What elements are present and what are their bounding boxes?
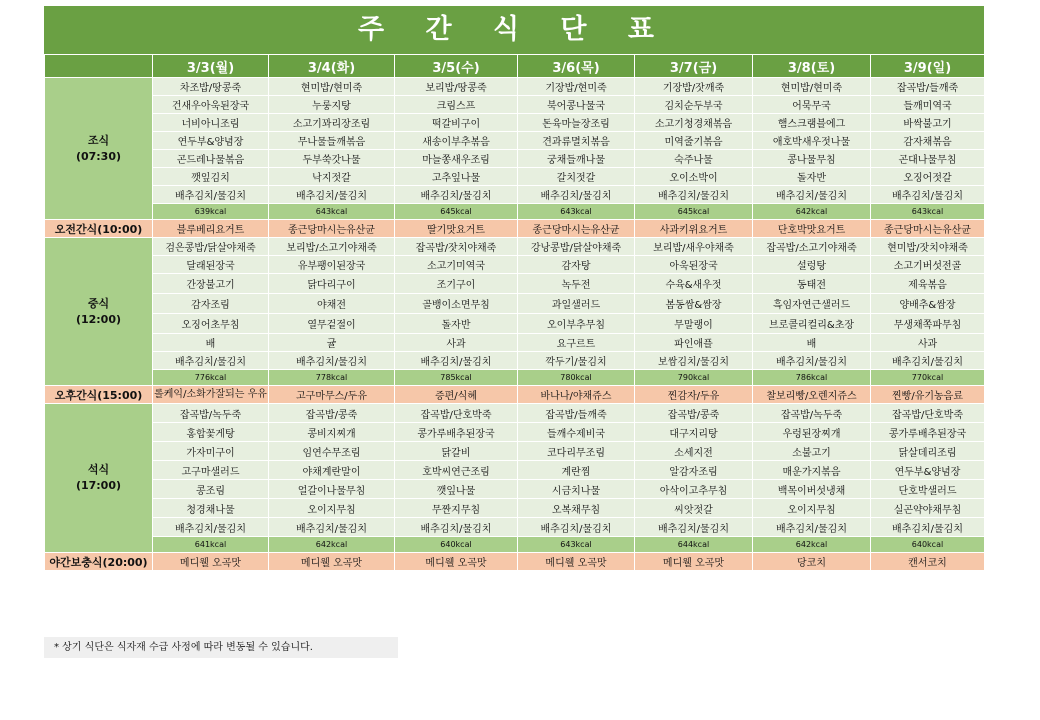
day-header: 3/6(목) — [518, 55, 635, 78]
day-header: 3/7(금) — [635, 55, 753, 78]
menu-item: 유부팽이된장국 — [269, 256, 395, 274]
menu-item: 제육볶음 — [871, 274, 985, 294]
menu-item: 우렁된장찌개 — [753, 423, 871, 442]
kcal-value: 643kcal — [518, 537, 635, 553]
menu-item: 오이소박이 — [635, 168, 753, 186]
kcal-value: 639kcal — [153, 204, 269, 220]
menu-item: 콩나물무침 — [753, 150, 871, 168]
lunch-row — [45, 314, 985, 334]
lunch-label — [45, 238, 153, 386]
menu-item: 시금치나물 — [518, 480, 635, 499]
menu-item: 떡갈비구이 — [395, 114, 518, 132]
lunch-row — [45, 256, 985, 274]
kcal-value: 643kcal — [871, 204, 985, 220]
menu-item: 곤드레나물볶음 — [153, 150, 269, 168]
footnote: * 상기 식단은 식자재 수급 사정에 따라 변동될 수 있습니다. — [44, 637, 398, 658]
snack-item: 메디웰 오곡맛 — [635, 553, 753, 571]
snack-item: 롤케익/소화가잘되는 우유 — [153, 386, 269, 404]
kcal-value: 640kcal — [871, 537, 985, 553]
menu-item: 소세지전 — [635, 442, 753, 461]
menu-item: 북어콩나물국 — [518, 96, 635, 114]
breakfast-row — [45, 96, 985, 114]
menu-item: 숙주나물 — [635, 150, 753, 168]
menu-item: 햄스크램블에그 — [753, 114, 871, 132]
snack-item: 단호박맛요거트 — [753, 220, 871, 238]
menu-item: 실곤약야채무침 — [871, 499, 985, 518]
menu-item: 배추김치/물김치 — [635, 518, 753, 537]
kcal-value: 778kcal — [269, 370, 395, 386]
menu-item: 들깨미역국 — [871, 96, 985, 114]
menu-item: 대구지리탕 — [635, 423, 753, 442]
menu-item: 사과 — [395, 334, 518, 352]
kcal-value: 640kcal — [395, 537, 518, 553]
menu-item: 오복채무침 — [518, 499, 635, 518]
snack-item: 찰보리빵/오렌지쥬스 — [753, 386, 871, 404]
menu-item: 어묵무국 — [753, 96, 871, 114]
dinner-row — [45, 461, 985, 480]
menu-item: 가자미구이 — [153, 442, 269, 461]
menu-item: 배추김치/물김치 — [518, 186, 635, 204]
menu-item: 소고기미역국 — [395, 256, 518, 274]
night_snack-label: 야간보충식(20:00) — [45, 553, 153, 571]
menu-item: 애호박새우젓나물 — [753, 132, 871, 150]
dinner-name: 석식 — [87, 463, 110, 476]
snack-item: 메디웰 오곡맛 — [153, 553, 269, 571]
menu-item: 들깨수제비국 — [518, 423, 635, 442]
snack-item: 딸기맛요거트 — [395, 220, 518, 238]
menu-item: 잡곡밥/들깨죽 — [518, 404, 635, 423]
menu-item: 브로콜리컬리&초장 — [753, 314, 871, 334]
dinner-row — [45, 442, 985, 461]
menu-item: 코다리무조림 — [518, 442, 635, 461]
dinner-row — [45, 404, 985, 423]
menu-item: 오징어초무침 — [153, 314, 269, 334]
dinner-row — [45, 499, 985, 518]
menu-item: 무나물들깨볶음 — [269, 132, 395, 150]
breakfast-row — [45, 186, 985, 204]
menu-item: 잡곡밥/녹두죽 — [153, 404, 269, 423]
page-title: 주 간 식 단 표 — [44, 6, 984, 54]
menu-item: 잡곡밥/콩죽 — [635, 404, 753, 423]
menu-item: 얼갈이나물무침 — [269, 480, 395, 499]
menu-item: 골뱅이소면무침 — [395, 294, 518, 314]
kcal-value: 645kcal — [635, 204, 753, 220]
menu-item: 닭살데리조림 — [871, 442, 985, 461]
menu-item: 콩비지찌개 — [269, 423, 395, 442]
menu-item: 궁채들깨나물 — [518, 150, 635, 168]
menu-item: 청경채나물 — [153, 499, 269, 518]
menu-item: 간장불고기 — [153, 274, 269, 294]
menu-item: 돌자반 — [753, 168, 871, 186]
menu-item: 야채계란말이 — [269, 461, 395, 480]
menu-item: 아욱된장국 — [635, 256, 753, 274]
breakfast-kcal-row — [45, 204, 985, 220]
menu-item: 낙지젓갈 — [269, 168, 395, 186]
menu-item: 돈육마늘장조림 — [518, 114, 635, 132]
lunch-row — [45, 238, 985, 256]
menu-item: 콩조림 — [153, 480, 269, 499]
menu-item: 오징어젓갈 — [871, 168, 985, 186]
snack-item: 종근당마시는유산균 — [871, 220, 985, 238]
menu-item: 미역줄기볶음 — [635, 132, 753, 150]
menu-item: 봄동쌈&쌈장 — [635, 294, 753, 314]
menu-item: 잡곡밥/잣치야채죽 — [395, 238, 518, 256]
menu-item: 보리밥/소고기야채죽 — [269, 238, 395, 256]
menu-item: 소고기버섯전골 — [871, 256, 985, 274]
snack-item: 당코치 — [753, 553, 871, 571]
lunch-name: 중식 — [87, 296, 110, 310]
morning_snack-row — [45, 220, 985, 238]
dinner-row — [45, 423, 985, 442]
menu-item: 두부쑥갓나물 — [269, 150, 395, 168]
afternoon_snack-row — [45, 386, 985, 404]
kcal-value: 790kcal — [635, 370, 753, 386]
menu-item: 배추김치/물김치 — [871, 186, 985, 204]
menu-item: 단호박샐러드 — [871, 480, 985, 499]
menu-item: 배추김치/물김치 — [753, 186, 871, 204]
menu-item: 배추김치/물김치 — [753, 352, 871, 370]
kcal-value: 770kcal — [871, 370, 985, 386]
snack-item: 종근당마시는유산균 — [518, 220, 635, 238]
dinner-row — [45, 480, 985, 499]
menu-item: 씨앗젓갈 — [635, 499, 753, 518]
menu-item: 보쌈김치/물김치 — [635, 352, 753, 370]
menu-item: 배 — [753, 334, 871, 352]
menu-item: 수육&새우젓 — [635, 274, 753, 294]
menu-item: 김치순두부국 — [635, 96, 753, 114]
menu-item: 감자채볶음 — [871, 132, 985, 150]
menu-item: 건새우아욱된장국 — [153, 96, 269, 114]
menu-item: 곤대나물무침 — [871, 150, 985, 168]
kcal-value: 642kcal — [753, 537, 871, 553]
kcal-value: 642kcal — [269, 537, 395, 553]
menu-item: 감자조림 — [153, 294, 269, 314]
dinner-kcal-row — [45, 537, 985, 553]
menu-item: 배추김치/물김치 — [871, 518, 985, 537]
menu-item: 바싹불고기 — [871, 114, 985, 132]
menu-item: 연두부&양념장 — [153, 132, 269, 150]
menu-item: 잡곡밥/단호박죽 — [395, 404, 518, 423]
kcal-value: 785kcal — [395, 370, 518, 386]
menu-item: 과일샐러드 — [518, 294, 635, 314]
menu-item: 오이지무침 — [269, 499, 395, 518]
menu-item: 배추김치/물김치 — [518, 518, 635, 537]
menu-item: 무생채쪽파무침 — [871, 314, 985, 334]
menu-item: 보리밥/땅콩죽 — [395, 78, 518, 96]
menu-item: 잡곡밥/단호박죽 — [871, 404, 985, 423]
menu-item: 배추김치/물김치 — [153, 518, 269, 537]
snack-item: 고구마무스/두유 — [269, 386, 395, 404]
menu-item: 고구마샐러드 — [153, 461, 269, 480]
lunch-row — [45, 274, 985, 294]
menu-item: 감자탕 — [518, 256, 635, 274]
snack-item: 사과키위요거트 — [635, 220, 753, 238]
menu-item: 파인애플 — [635, 334, 753, 352]
menu-table-body — [45, 55, 985, 571]
menu-item: 배추김치/물김치 — [269, 186, 395, 204]
snack-item: 캔서코치 — [871, 553, 985, 571]
day-header-row — [45, 55, 985, 78]
snack-item: 찐감자/두유 — [635, 386, 753, 404]
menu-item: 배추김치/물김치 — [153, 352, 269, 370]
menu-item: 견과류멸치볶음 — [518, 132, 635, 150]
menu-item: 잡곡밥/들깨죽 — [871, 78, 985, 96]
menu-item: 깍두기/물김치 — [518, 352, 635, 370]
menu-item: 알감자조림 — [635, 461, 753, 480]
lunch-time: (12:00) — [75, 312, 122, 326]
snack-item: 찐빵/유기농음료 — [871, 386, 985, 404]
menu-item: 소고기청경채볶음 — [635, 114, 753, 132]
snack-item: 증편/식혜 — [395, 386, 518, 404]
breakfast-name: 조식 — [87, 133, 110, 147]
menu-item: 배추김치/물김치 — [395, 518, 518, 537]
breakfast-time: (07:30) — [75, 149, 122, 163]
menu-item: 크림스프 — [395, 96, 518, 114]
menu-item: 오이지무침 — [753, 499, 871, 518]
menu-item: 배추김치/물김치 — [871, 352, 985, 370]
kcal-value: 786kcal — [753, 370, 871, 386]
menu-item: 닭다리구이 — [269, 274, 395, 294]
menu-item: 배추김치/물김치 — [395, 186, 518, 204]
menu-item: 강낭콩밥/닭살야채죽 — [518, 238, 635, 256]
menu-item: 현미밥/현미죽 — [269, 78, 395, 96]
menu-item: 기장밥/현미죽 — [518, 78, 635, 96]
snack-item: 메디웰 오곡맛 — [518, 553, 635, 571]
menu-item: 콩가루배추된장국 — [871, 423, 985, 442]
menu-item: 잡곡밥/소고기야채죽 — [753, 238, 871, 256]
menu-item: 기장밥/잣깨죽 — [635, 78, 753, 96]
menu-item: 현미밥/현미죽 — [753, 78, 871, 96]
menu-item: 소불고기 — [753, 442, 871, 461]
menu-item: 돌자반 — [395, 314, 518, 334]
snack-item: 메디웰 오곡맛 — [395, 553, 518, 571]
menu-item: 홍합꽃게탕 — [153, 423, 269, 442]
menu-item: 깻잎나물 — [395, 480, 518, 499]
menu-item: 검은콩밥/닭살야채죽 — [153, 238, 269, 256]
menu-item: 호박씨연근조림 — [395, 461, 518, 480]
snack-item: 메디웰 오곡맛 — [269, 553, 395, 571]
menu-item: 배추김치/물김치 — [753, 518, 871, 537]
menu-item: 조기구이 — [395, 274, 518, 294]
menu-item: 야채전 — [269, 294, 395, 314]
kcal-value: 776kcal — [153, 370, 269, 386]
kcal-value: 643kcal — [269, 204, 395, 220]
menu-item: 잡곡밥/콩죽 — [269, 404, 395, 423]
day-header: 3/5(수) — [395, 55, 518, 78]
menu-item: 갈치젓갈 — [518, 168, 635, 186]
menu-item: 현미밥/잣치야채죽 — [871, 238, 985, 256]
menu-item: 양배추&쌈장 — [871, 294, 985, 314]
kcal-value: 644kcal — [635, 537, 753, 553]
snack-item: 종근당마시는유산균 — [269, 220, 395, 238]
menu-item: 깻잎김치 — [153, 168, 269, 186]
breakfast-row — [45, 78, 985, 96]
menu-item: 누룽지탕 — [269, 96, 395, 114]
day-header: 3/8(토) — [753, 55, 871, 78]
menu-item: 연두부&양념장 — [871, 461, 985, 480]
menu-item: 배추김치/물김치 — [269, 352, 395, 370]
lunch-kcal-row — [45, 370, 985, 386]
kcal-value: 643kcal — [518, 204, 635, 220]
morning_snack-label: 오전간식(10:00) — [45, 220, 153, 238]
kcal-value: 642kcal — [753, 204, 871, 220]
header-corner — [45, 55, 153, 78]
menu-table — [44, 54, 985, 571]
menu-item: 콩가루배추된장국 — [395, 423, 518, 442]
lunch-row — [45, 352, 985, 370]
menu-item: 배추김치/물김치 — [395, 352, 518, 370]
menu-item: 배추김치/물김치 — [269, 518, 395, 537]
dinner-label — [45, 404, 153, 553]
menu-item: 임연수무조림 — [269, 442, 395, 461]
menu-item: 열무겉절이 — [269, 314, 395, 334]
menu-item: 설렁탕 — [753, 256, 871, 274]
menu-item: 사과 — [871, 334, 985, 352]
kcal-value: 645kcal — [395, 204, 518, 220]
menu-item: 오이부추무침 — [518, 314, 635, 334]
menu-sheet — [44, 6, 984, 571]
menu-item: 소고기꽈리장조림 — [269, 114, 395, 132]
menu-item: 배추김치/물김치 — [153, 186, 269, 204]
menu-item: 무말랭이 — [635, 314, 753, 334]
breakfast-row — [45, 132, 985, 150]
dinner-row — [45, 518, 985, 537]
menu-item: 매운가지볶음 — [753, 461, 871, 480]
menu-item: 닭갈비 — [395, 442, 518, 461]
menu-item: 아삭이고추무침 — [635, 480, 753, 499]
menu-item: 차조밥/땅콩죽 — [153, 78, 269, 96]
menu-item: 녹두전 — [518, 274, 635, 294]
menu-item: 잡곡밥/녹두죽 — [753, 404, 871, 423]
menu-item: 새송이부추볶음 — [395, 132, 518, 150]
afternoon_snack-label: 오후간식(15:00) — [45, 386, 153, 404]
menu-item: 달래된장국 — [153, 256, 269, 274]
menu-item: 배 — [153, 334, 269, 352]
lunch-row — [45, 334, 985, 352]
day-header: 3/9(일) — [871, 55, 985, 78]
menu-item: 무짠지무침 — [395, 499, 518, 518]
menu-item: 보리밥/새우야채죽 — [635, 238, 753, 256]
breakfast-row — [45, 114, 985, 132]
menu-item: 요구르트 — [518, 334, 635, 352]
dinner-time: (17:00) — [75, 479, 122, 492]
menu-item: 백목이버섯냉채 — [753, 480, 871, 499]
menu-item: 흑임자연근샐러드 — [753, 294, 871, 314]
breakfast-row — [45, 150, 985, 168]
day-header: 3/4(화) — [269, 55, 395, 78]
menu-item: 너비아니조림 — [153, 114, 269, 132]
breakfast-label — [45, 78, 153, 220]
kcal-value: 780kcal — [518, 370, 635, 386]
menu-item: 마늘쫑새우조림 — [395, 150, 518, 168]
menu-item: 계란찜 — [518, 461, 635, 480]
breakfast-row — [45, 168, 985, 186]
menu-item: 배추김치/물김치 — [635, 186, 753, 204]
menu-item: 고추잎나물 — [395, 168, 518, 186]
kcal-value: 641kcal — [153, 537, 269, 553]
day-header: 3/3(월) — [153, 55, 269, 78]
night_snack-row — [45, 553, 985, 571]
snack-item: 바나나/야채쥬스 — [518, 386, 635, 404]
menu-item: 동태전 — [753, 274, 871, 294]
lunch-row — [45, 294, 985, 314]
snack-item: 블루베리요거트 — [153, 220, 269, 238]
menu-item: 귤 — [269, 334, 395, 352]
